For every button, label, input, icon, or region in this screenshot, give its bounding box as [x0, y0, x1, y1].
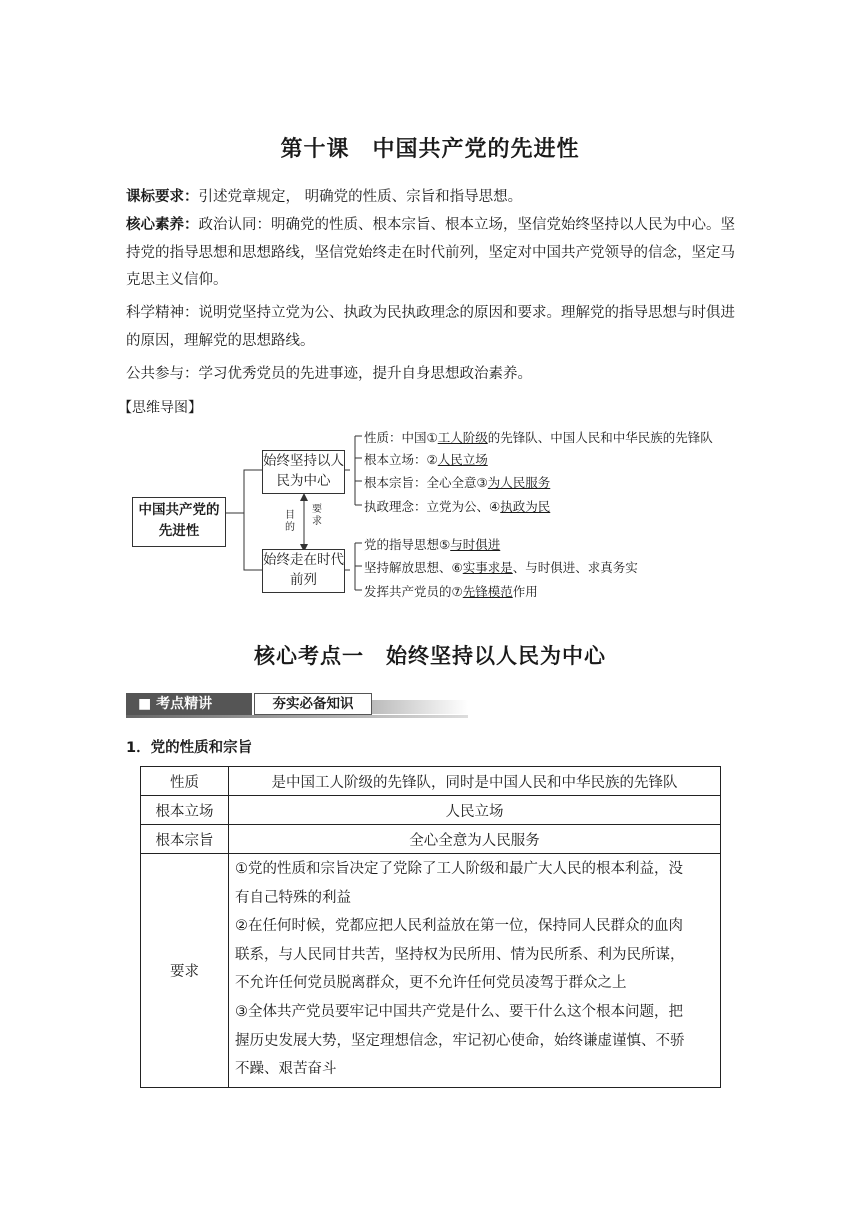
core-literacy-text: 政治认同：明确党的性质、根本宗旨、根本立场，坚信党始终坚持以人民为中心。坚持党的指导思想和思想路线，坚信党始终走在时代前列，坚定对中国共产党领导的信念，坚定马克思主义信仰。	[126, 217, 735, 288]
mindmap-label: 【思维导图】	[118, 400, 202, 416]
requirement-line: 联系，与人民同甘共苦，坚持权为民所用、情为民所系、利为民所谋，	[235, 946, 685, 963]
requirement-line: 握历史发展大势，坚定理想信念，牢记初心使命，始终谦虚谨慎、不骄	[235, 1032, 685, 1049]
requirement-line: ①党的性质和宗旨决定了党除了工人阶级和最广大人民的根本利益，没	[235, 861, 683, 877]
mindmap-bottom-item: 党的指导思想⑤与时俱进	[364, 537, 501, 552]
mindmap-root: 中国共产党的先进性	[132, 497, 226, 547]
mindmap-top-box: 始终坚持以人民为中心	[262, 450, 345, 494]
mindmap-top-item: 性质：中国①工人阶级的先锋队、中国人民和中华民族的先锋队	[364, 430, 713, 445]
mindmap-bottom-item: 坚持解放思想、⑥实事求是、与时俱进、求真务实	[364, 560, 638, 575]
table-row-value: 全心全意为人民服务	[229, 825, 721, 854]
sub-heading: 1．党的性质和宗旨	[126, 740, 253, 756]
banner-dark-label: ■ 考点精讲	[126, 693, 252, 715]
core-literacy-label: 核心素养：	[126, 217, 199, 233]
table-row	[141, 825, 721, 854]
table-row-value: 人民立场	[229, 796, 721, 825]
mindmap-bottom-box: 始终走在时代前列	[262, 549, 345, 593]
curriculum-label: 课标要求：	[126, 189, 199, 205]
mindmap-purpose-label: 目的	[285, 510, 295, 533]
mindmap-bottom-item: 发挥共产党员的⑦先锋模范作用	[364, 584, 538, 599]
mindmap-top-item: 执政理念：立党为公、④执政为民	[364, 499, 551, 514]
banner-fade	[372, 700, 468, 714]
requirement-line: 不允许任何党员脱离群众，更不允许任何党员凌驾于群众之上	[235, 975, 627, 992]
page-title: 第十课 中国共产党的先进性	[280, 137, 580, 162]
section-banner	[126, 692, 468, 716]
requirements-cell	[229, 854, 721, 1088]
table-row-head: 要求	[141, 854, 229, 1088]
table-row	[141, 854, 721, 1088]
table-row-head: 性质	[141, 767, 229, 796]
table-row-value: 是中国工人阶级的先锋队，同时是中国人民和中华民族的先锋队	[229, 767, 721, 796]
public-participation: 公共参与：学习优秀党员的先进事迹，提升自身思想政治素养。	[126, 366, 532, 382]
requirement-line: 有自己特殊的利益	[235, 889, 351, 906]
section-title: 核心考点一 始终坚持以人民为中心	[254, 644, 606, 668]
scientific-spirit: 科学精神：说明党坚持立党为公、执政为民执政理念的原因和要求。理解党的指导思想与时俱进的原因，理解党的思想路线。	[126, 305, 735, 349]
requirement-line: ③全体共产党员要牢记中国共产党是什么、要干什么这个根本问题，把	[235, 1003, 683, 1020]
nature-purpose-table	[140, 766, 721, 1088]
table-row-head: 根本宗旨	[141, 825, 229, 854]
mindmap-requirement-label: 要求	[312, 504, 322, 527]
mindmap-top-item: 根本立场：②人民立场	[364, 452, 488, 467]
mindmap-top-item: 根本宗旨：全心全意③为人民服务	[364, 475, 551, 490]
table-row	[141, 767, 721, 796]
table-row	[141, 796, 721, 825]
banner-underline	[126, 715, 468, 718]
requirement-line: 不躁、艰苦奋斗	[235, 1061, 337, 1078]
banner-light-label: 夯实必备知识	[254, 693, 372, 715]
curriculum-text: 引述党章规定， 明确党的性质、宗旨和指导思想。	[198, 189, 523, 205]
table-row-head: 根本立场	[141, 796, 229, 825]
requirement-line: ②在任何时候，党都应把人民利益放在第一位，保持同人民群众的血肉	[235, 918, 683, 935]
